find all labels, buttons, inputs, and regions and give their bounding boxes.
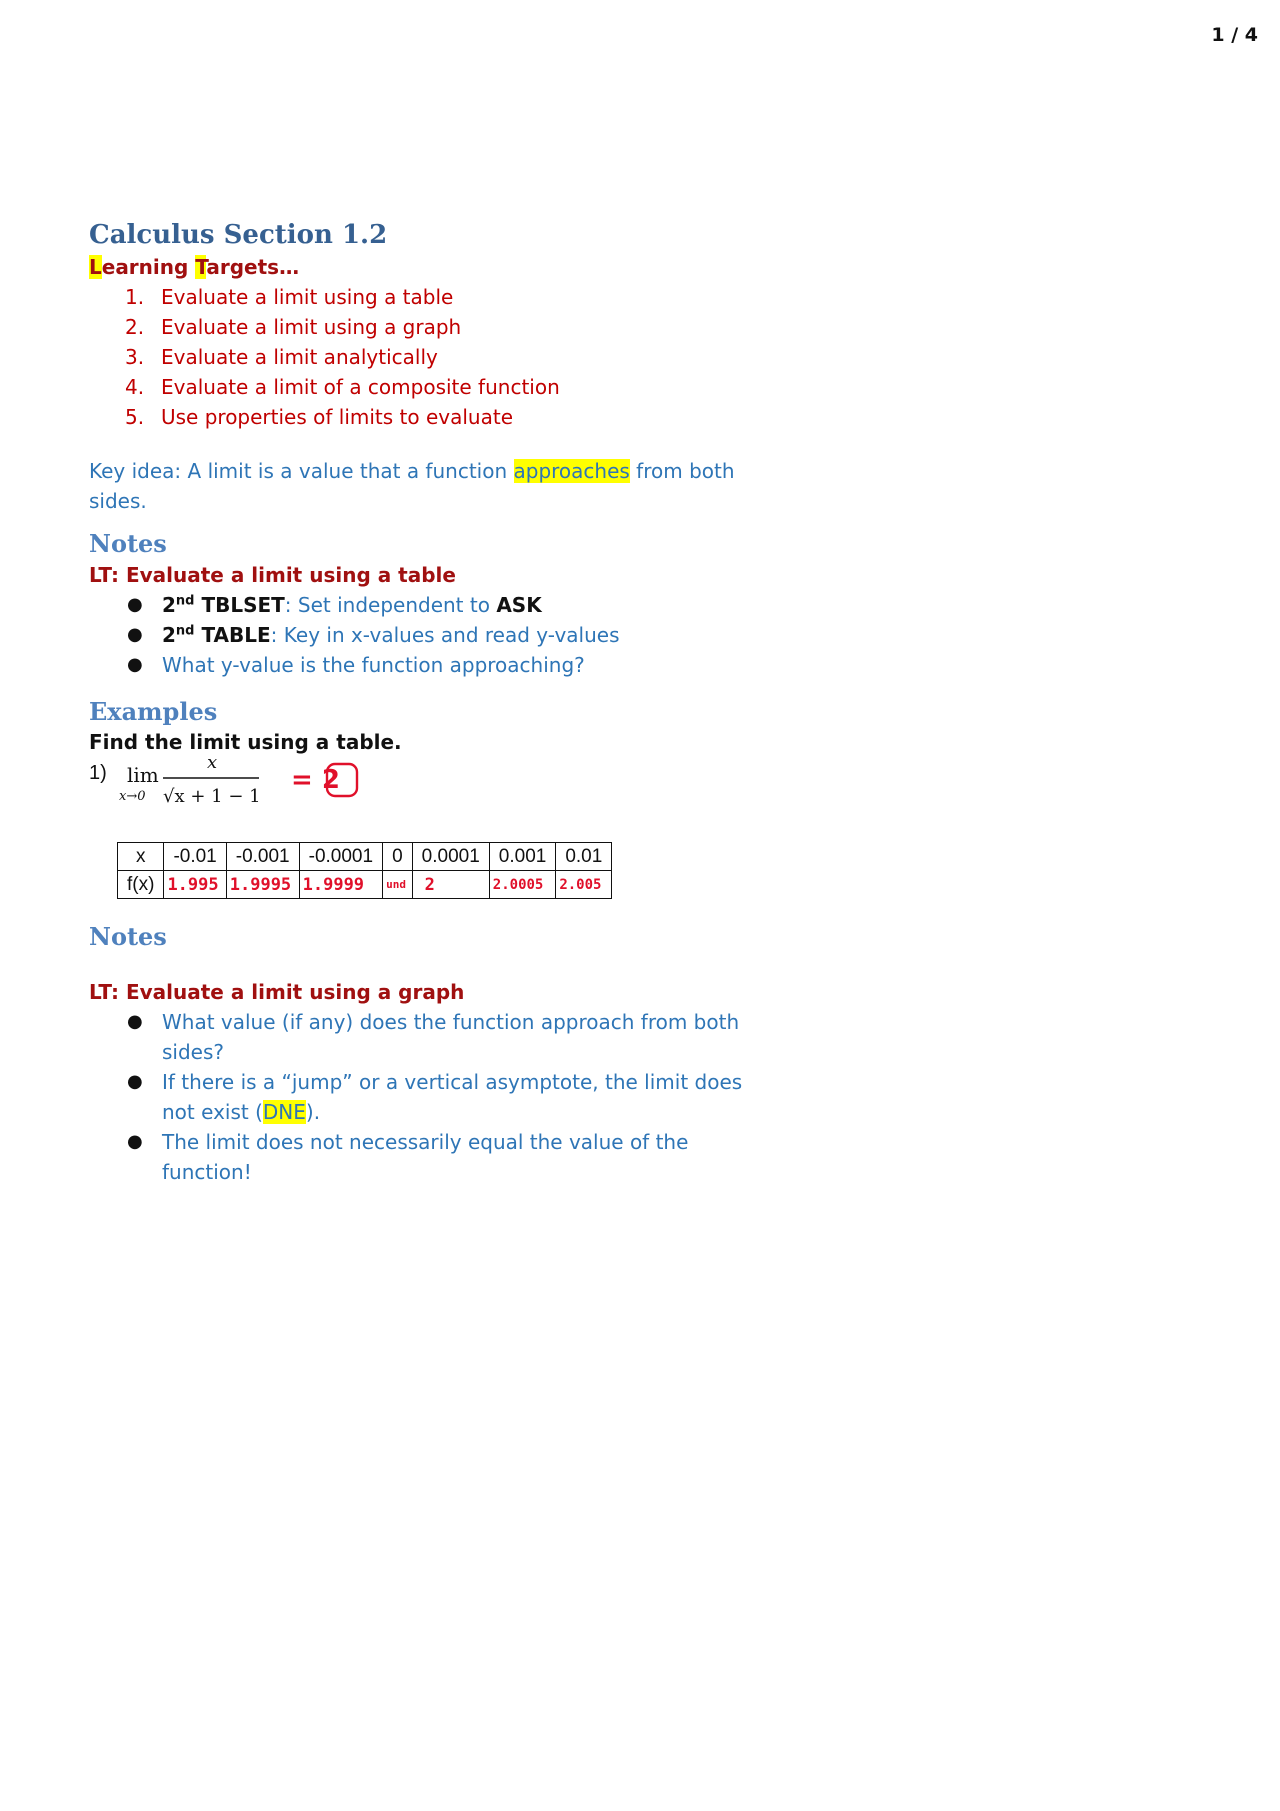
table-cell: 0 xyxy=(383,843,413,871)
lt-graph-heading: LT: Evaluate a limit using a graph xyxy=(89,980,465,1004)
bullet-icon: ● xyxy=(127,654,143,675)
list-item xyxy=(89,1127,759,1187)
page-indicator: 1 / 4 xyxy=(1211,24,1258,46)
item-text: Use properties of limits to evaluate xyxy=(161,405,514,429)
handwritten-cell: 1.9999 xyxy=(299,871,382,899)
highlight-l: L xyxy=(89,255,102,279)
table-cell: x xyxy=(118,843,164,871)
table-notes-list xyxy=(89,590,769,680)
handwritten-cell: 2.0005 xyxy=(489,871,556,899)
table-row xyxy=(118,843,612,871)
dne-highlight: DNE xyxy=(262,1100,306,1124)
table-cell: -0.001 xyxy=(226,843,299,871)
list-item xyxy=(89,590,769,620)
example-instruction: Find the limit using a table. xyxy=(89,730,402,754)
item-number: 3. xyxy=(125,345,145,369)
item-text: Evaluate a limit using a table xyxy=(161,285,454,309)
key-idea-highlight: approaches xyxy=(513,459,630,483)
table-cell: 0.01 xyxy=(556,843,612,871)
limit-subscript: x→0 xyxy=(119,789,146,804)
document-body xyxy=(89,218,769,1187)
list-item xyxy=(89,1007,759,1067)
bullet-icon: ● xyxy=(127,624,143,645)
learning-targets-list xyxy=(89,282,769,432)
bullet-text: The limit does not necessarily equal the value of the function! xyxy=(162,1130,689,1184)
bullet-text: ). xyxy=(305,1100,321,1124)
item-number: 4. xyxy=(125,375,145,399)
superscript: nd xyxy=(175,593,195,609)
bullet-text: : Set independent to xyxy=(284,593,497,617)
table-cell: -0.01 xyxy=(164,843,226,871)
limit-formula xyxy=(119,756,409,826)
notes-heading: Notes xyxy=(89,529,167,558)
handwritten-answer: = 2 xyxy=(291,765,340,795)
list-item xyxy=(89,402,769,432)
table-cell: f(x) xyxy=(118,871,164,899)
list-item xyxy=(89,620,769,650)
lt-table-heading: LT: Evaluate a limit using a table xyxy=(89,563,456,587)
heading-part: argets… xyxy=(206,255,300,279)
bold-text: TABLE xyxy=(194,623,271,647)
bold-text: 2 xyxy=(162,623,176,647)
handwritten-cell: 2 xyxy=(412,871,489,899)
item-number: 5. xyxy=(125,405,145,429)
key-idea-text: from both sides. xyxy=(89,459,735,513)
bullet-text: What y-value is the function approaching? xyxy=(162,653,585,677)
bullet-icon: ● xyxy=(127,1071,143,1092)
list-item xyxy=(89,282,769,312)
table-cell: 0.001 xyxy=(489,843,556,871)
handwritten-cell: und xyxy=(383,871,413,899)
bullet-icon: ● xyxy=(127,1011,143,1032)
notes-heading: Notes xyxy=(89,922,167,951)
table-cell: -0.0001 xyxy=(299,843,382,871)
bold-text: TBLSET xyxy=(194,593,285,617)
table-row xyxy=(118,871,612,899)
bullet-text: : Key in x-values and read y-values xyxy=(270,623,620,647)
highlight-t: T xyxy=(195,255,207,279)
key-idea xyxy=(89,456,749,516)
handwritten-cell: 2.005 xyxy=(556,871,612,899)
page-title: Calculus Section 1.2 xyxy=(89,220,388,250)
graph-notes-list xyxy=(89,1007,759,1187)
item-text: Evaluate a limit using a graph xyxy=(161,315,462,339)
limit-word: lim xyxy=(127,763,159,787)
bold-text: ASK xyxy=(496,593,542,617)
item-text: Evaluate a limit analytically xyxy=(161,345,438,369)
heading-part: earning xyxy=(101,255,196,279)
handwritten-cell: 1.995 xyxy=(164,871,226,899)
bold-text: 2 xyxy=(162,593,176,617)
learning-targets-heading xyxy=(89,252,769,282)
list-item xyxy=(89,312,769,342)
item-number: 1. xyxy=(125,285,145,309)
list-item xyxy=(89,650,769,680)
list-item xyxy=(89,372,769,402)
numerator: x xyxy=(207,756,218,773)
item-text: Evaluate a limit of a composite function xyxy=(161,375,560,399)
denominator: √x + 1 − 1 xyxy=(163,786,261,807)
list-item xyxy=(89,1067,759,1127)
item-number: 2. xyxy=(125,315,145,339)
list-item xyxy=(89,342,769,372)
superscript: nd xyxy=(175,623,195,639)
table-cell: 0.0001 xyxy=(412,843,489,871)
problem-number: 1) xyxy=(89,762,107,784)
bullet-text: If there is a “jump” or a vertical asymptote, the limit does not exist ( xyxy=(162,1070,743,1124)
handwritten-cell: 1.9995 xyxy=(226,871,299,899)
key-idea-text: Key idea: A limit is a value that a function xyxy=(89,459,514,483)
values-table xyxy=(117,842,612,899)
bullet-icon: ● xyxy=(127,594,143,615)
bullet-text: What value (if any) does the function approach from both sides? xyxy=(162,1010,740,1064)
example-problem xyxy=(89,756,769,826)
bullet-icon: ● xyxy=(127,1131,143,1152)
examples-heading: Examples xyxy=(89,697,218,726)
